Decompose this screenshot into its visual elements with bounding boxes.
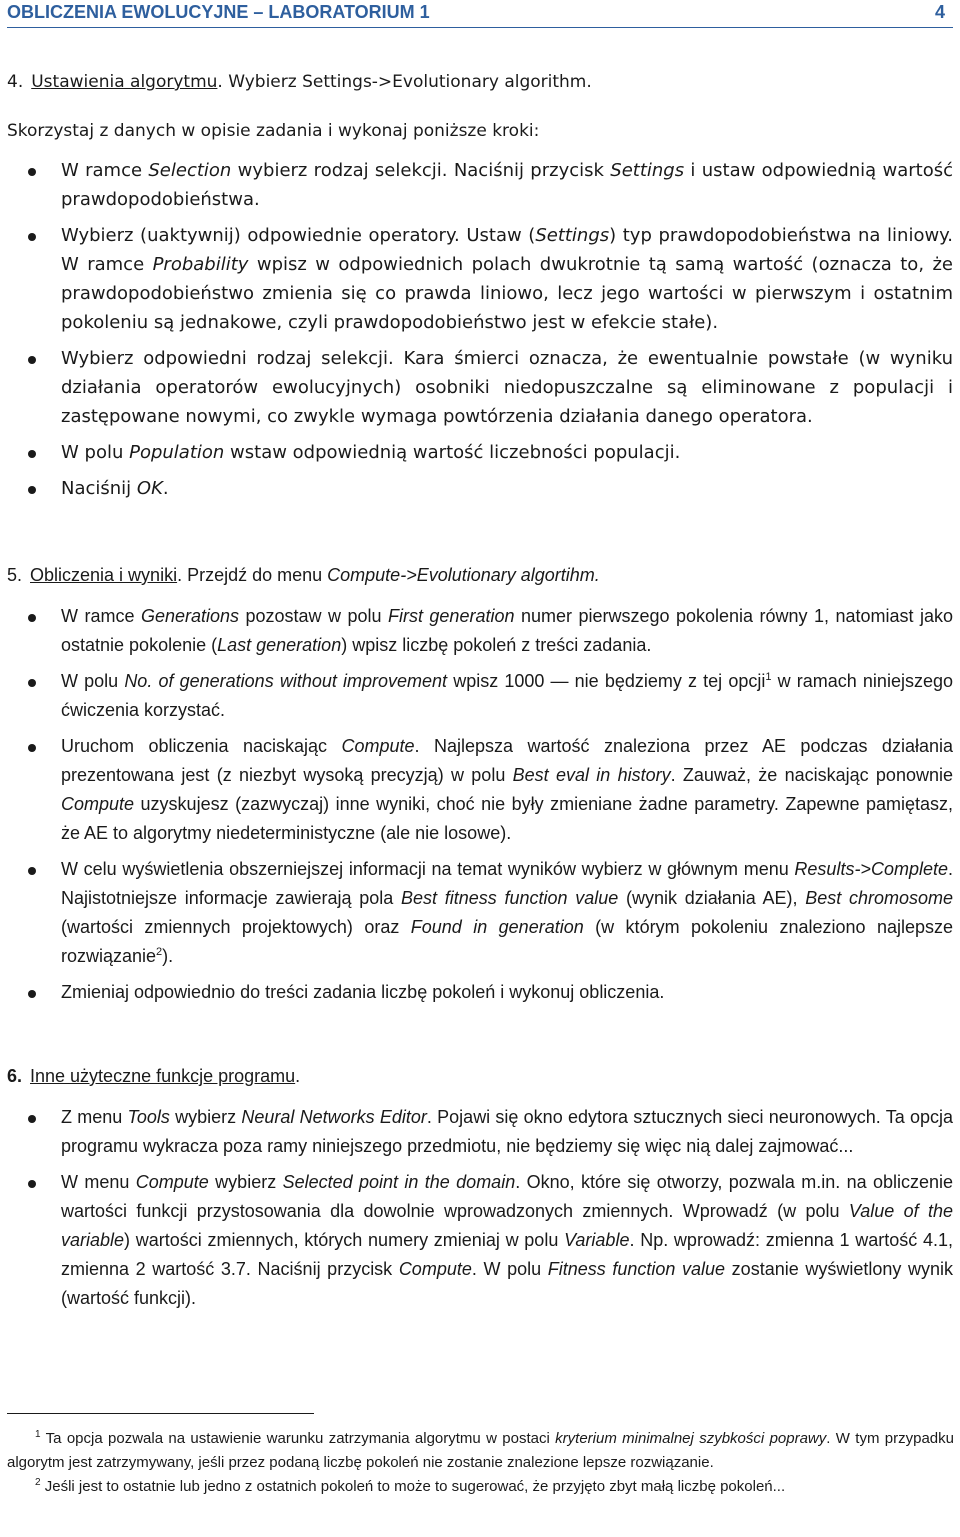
section-6 (7, 1062, 953, 1313)
section-number: 6. (7, 1066, 23, 1086)
section-5-list (7, 602, 953, 1007)
list-item: Z menu Tools wybierz Neural Networks Editor. Pojawi się okno edytora sztucznych sieci neuronowych. Ta opcja programu wykracza poza ramy niniejszego przedmiotu, nie będziemy się więc nią dalej zajmować... (7, 1103, 953, 1161)
footnote-ref: 2 (156, 946, 163, 958)
section-4-heading (7, 68, 953, 97)
section-number: 4. (7, 72, 24, 92)
footnote-ref: 1 (765, 671, 772, 683)
page-header (7, 2, 953, 28)
section-4-intro: Skorzystaj z danych w opisie zadania i wykonaj poniższe kroki: (7, 121, 540, 141)
list-item: Wybierz odpowiedni rodzaj selekcji. Kara śmierci oznacza, że ewentualnie powstałe (w wyniku działania operatorów ewolucyjnych) osobniki niedopuszczalne są eliminowane z populacji i zastępowane nowymi, co zwykle wymaga powtórzenia działania danego operatora. (7, 344, 953, 431)
list-item: W polu No. of generations without improvement wpisz 1000 — nie będziemy z tej opcji$^1$ w ramach niniejszego ćwiczenia korzystać. (7, 667, 953, 725)
section-5 (7, 561, 953, 1007)
list-item: W polu Population wstaw odpowiednią wartość liczebności populacji. (7, 438, 953, 467)
section-title: Ustawienia algorytmu (31, 72, 218, 92)
section-title: Inne użyteczne funkcje programu (30, 1066, 296, 1086)
list-item: Zmieniaj odpowiednio do treści zadania liczbę pokoleń i wykonuj obliczenia. (7, 978, 953, 1007)
list-item: W celu wyświetlenia obszerniejszej informacji na temat wyników wybierz w głównym menu Results->Complete. Najistotniejsze informacje zawierają pola Best fitness function value (wynik działania AE), Best chromosome (wartości zmiennych projektowych) oraz Found in generation (w którym pokoleniu znaleziono najlepsze rozwiązanie$^2$). (7, 855, 953, 971)
section-4-list (7, 156, 953, 503)
section-title: Obliczenia i wyniki (30, 565, 178, 585)
footnote-2: $^2$ Jeśli jest to ostatnie lub jedno z ostatnich pokoleń to może to sugerować, że przyjęto zbyt małą liczbę pokoleń... (35, 1477, 786, 1495)
section-number: 5. (7, 565, 23, 585)
section-5-heading: 5. Obliczenia i wyniki. Przejdź do menu Compute->Evolutionary algortihm. (7, 565, 600, 585)
section-6-heading: 6. Inne użyteczne funkcje programu. (7, 1066, 301, 1086)
section-6-list (7, 1103, 953, 1313)
list-item: W menu Compute wybierz Selected point in the domain. Okno, które się otworzy, pozwala m.in. na obliczenie wartości funkcji przystosowania dla dowolnie wprowadzonych zmiennych. Wprowadź (w polu Value of the variable) wartości zmiennych, których numery zmieniaj w polu Variable. Np. wprowadź: zmienna 1 wartość 4.1, zmienna 2 wartość 3.7. Naciśnij przycisk Compute. W polu Fitness function value zostanie wyświetlony wynik (wartość funkcji). (7, 1168, 953, 1313)
list-item: Naciśnij OK. (7, 474, 953, 503)
list-item: Wybierz (uaktywnij) odpowiednie operatory. Ustaw (Settings) typ prawdopodobieństwa na liniowy. W ramce Probability wpisz w odpowiednich polach dwukrotnie tą samą wartość (oznacza to, że prawdopodobieństwo zmienia się co prawda liniowo, lecz jego wartości w pierwszym i ostatnim pokoleniu są jednakowe, czyli prawdopodobieństwo jest w efekcie stałe). (7, 221, 953, 337)
list-item: W ramce Selection wybierz rodzaj selekcji. Naciśnij przycisk Settings i ustaw odpowiednią wartość prawdopodobieństwa. (7, 156, 953, 214)
list-item: Uruchom obliczenia naciskając Compute. Najlepsza wartość znaleziona przez AE podczas działania prezentowana jest (z niezbyt wysoką precyzją) w polu Best eval in history. Zauważ, że naciskając ponownie Compute uzyskujesz (zazwyczaj) inne wyniki, choć nie były zmieniane żadne parametry. Zapewne pamiętasz, że AE to algorytmy niedeterministyczne (ale nie losowe). (7, 732, 953, 848)
section-lead: . Wybierz Settings->Evolutionary algorithm. (217, 72, 592, 92)
footnote-1: $^1$ Ta opcja pozwala na ustawienie warunku zatrzymania algorytmu w postaci kryterium minimalnej szybkości poprawy. W tym przypadku algorytm jest zatrzymywany, jeśli przez podaną liczbę pokoleń nie zostanie znalezione lepsze rozwiązanie. (7, 1429, 954, 1471)
header-page-number: 4 (934, 2, 945, 22)
header-title: OBLICZENIA EWOLUCYJNE – LABORATORIUM 1 (7, 2, 430, 22)
footnote-divider (7, 1413, 314, 1414)
list-item: W ramce Generations pozostaw w polu First generation numer pierwszego pokolenia równy 1, natomiast jako ostatnie pokolenie (Last generation) wpisz liczbę pokoleń z treści zadania. (7, 602, 953, 660)
section-4 (7, 68, 953, 503)
footnotes (7, 1427, 954, 1499)
